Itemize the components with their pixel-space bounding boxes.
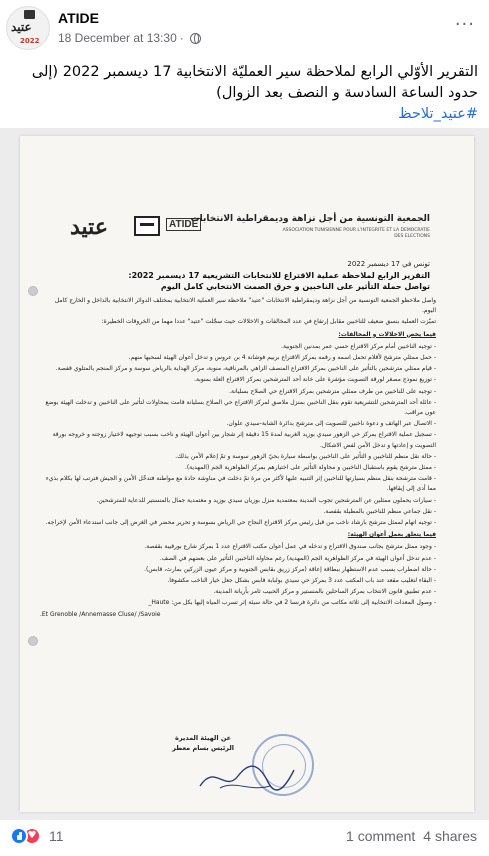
list-item: - عدم تطبيق قانون الانتخاب بمركز الساحلين بالمنستير و مركز الحبيب ثامر بأريانة المدينة. (213, 588, 436, 596)
list-item: - وجود ممثل مترشح بجانب صندوق الاقتراع و تدخله في عمل أعوان مكتب الاقتراع عدد 1 بمركز شارع بورقيبة بقفصة. (144, 543, 436, 551)
reactions-summary[interactable] (10, 827, 64, 845)
document-letterhead (70, 214, 430, 242)
more-options-button[interactable]: ··· (454, 14, 475, 35)
french-line: .Et Grenoble /Annemasse Cluse/ /Savoie (40, 610, 161, 618)
document-title (50, 270, 430, 292)
love-reaction-icon: ♥ (23, 827, 41, 845)
handwritten-signature (190, 758, 300, 798)
list-item: - توجيه الناخبين أمام مركز الاقتراع حسي عمر بمدنين الجنوبية. (281, 342, 436, 350)
shares-count-link[interactable]: 4 shares (423, 828, 477, 844)
punch-hole (28, 286, 38, 296)
report-document (20, 136, 474, 812)
list-item: - حمل ممثلي مترشح لأقلام تحمل اسمه و رقمه بمركز الاقتراع بربيم فوشانة 4 بن عروس و تدخل أعوان الهيئة لسحبها منهم. (128, 354, 436, 362)
ballot-box-icon (24, 10, 35, 19)
intro-paragraph: تميّزت العملية بنسق ضعيف للناخبين مقابل إرتفاع في عدد المخالفات و الاخلالات حيث سجّلت "عتيد" عددا مهما من الخروقات الخطيرة: (101, 318, 436, 326)
intro-paragraph: واصل ملاحظو الجمعية التونسية من أجل نزاهة وديمقراطية الانتخابات "عتيد" ملاحظة سير العملية الانتخابية بمختلف الدوائر الانتخابية بالداخل و الخارج كامل اليوم. (54, 297, 436, 315)
comments-count-link[interactable]: 1 comment (346, 828, 416, 844)
list-item: - توزيع نموذج مصغر لورقة التصويت مؤشرة على خانة أحد المترشحين بمركز الاقتراع العلة بمنوبة. (194, 376, 436, 384)
document-title-line-2: تواصل حملة التأثير على الناخبين و خرق الصمت الانتخابي كامل اليوم (160, 282, 430, 291)
post-timestamp[interactable]: 18 December at 13:30 (58, 31, 177, 45)
avatar-logo-text: عتيد (11, 20, 32, 34)
list-item: - عائلة أحد المترشحين للتشريعية تقوم بنقل الناخبين بمنزل ملاصق لمركز الاقتراع حي الصلاح بسليانة قامت بمحاولات لتأثير على الناخبين و تدخلت الهيئة بوضع عون مراقب. (45, 398, 436, 417)
list-item: - الاتصال عبر الهاتف و دعوة ناخبين للتصويت إلى مترشح بدائرة الشابة-سيدي علوان. (226, 420, 436, 428)
avatar-logo-year: 2022 (20, 37, 40, 45)
engagement-stats (346, 828, 477, 844)
reaction-count: 11 (49, 828, 64, 844)
list-item: - نقل جماعي منظم للناخبين بالمظيلة بقفصة. (323, 507, 436, 515)
punch-hole (28, 636, 38, 646)
letterhead-association-fr: ASSOCIATION TUNISIENNE POUR L'INTEGRITE ET LA DEMOCRATIE (282, 228, 430, 233)
list-item: - قامت مترشحة بنقل منظم بسيارتها للناخبين إثر التنبيه عليها لأكثر من مرة تمّ دخلت في مناوشة حادة مع مواطنة فتدخّل الأمن و الجيش فترتب لها بكلام بذيء مما أدى إلى إيقافها. (45, 475, 436, 493)
document-date: تونس في 17 ديسمبر 2022 (347, 260, 430, 268)
list-item: - حالة نقل منظم للناخبين و التأثير على الناخبين بواسطة سيارة بحيّ الزهور سوسة و تمّ إعلام الأمن بذلك. (175, 452, 436, 460)
list-item: - حالة اضطراب بسبب عدم الاستظهار ببطاقة إعاقة (مركز زريق بقابس الجنوبية و مركز عيون الزركين بمارث، قابس). (144, 565, 436, 573)
list-item: - عدم تدخل أعوان الهيئة في مركز الظواهرية الجم (المهدية) رغم محاولة الناخبين التأثير على بعضهم في الصف. (159, 554, 436, 562)
post-meta (58, 31, 201, 45)
section-heading: فيما يخص الاخلالات و المخالفات: (338, 330, 436, 338)
list-item: - البقاء لتغليب مقعد عند باب المكتب عدد 3 بمركز حي سيدي بولبابة قابس بشكل جعل خيار الناخب مكشوفا. (167, 577, 436, 585)
ballot-box-icon (134, 216, 160, 236)
list-item: - تسجيل عملية الاقتراع بمركز حي الزهور سيدي بوزيد الغربية لمدة 15 دقيقة إثر شجار بين أعوان الهيئة و ناخب بسبب توجيهه لاختيار زوجته و خروجه بورقة التصويت و إعادتها و تدخل الأمن لفض الاشكال. (52, 431, 436, 449)
document-body (40, 296, 436, 621)
letterhead-association-fr-2: DES ELECTIONS (394, 234, 430, 239)
page-name-link[interactable]: ATIDE (58, 10, 99, 26)
meta-separator: · (179, 31, 184, 45)
post-footer (0, 820, 489, 856)
list-item: - وصول المعدات الانتخابية إلى ثلاثة مكاتب من دائرة فرنسا 2 في حالة سيئة إثر تسرب المياه إليها بكل من: Haute_ (148, 599, 436, 607)
hashtag-link[interactable]: #عتيد_تلاحظ (398, 106, 478, 122)
list-item: - قيام ممثلي مترشحين بالتأثير على الناخبين بمركز الاقتراع المنصف الزاهي بالمرناقية، منوبة، مركز الهداية بالرياض سوسة و مركز المنجم بالمتلوي قفصة. (55, 365, 436, 373)
document-signatory (172, 733, 234, 753)
signatory-name: الرئيس بسام معطر (172, 744, 234, 752)
section-heading: فيما يتعلق بعمل أعوان الهيئة: (347, 531, 436, 539)
list-item: - توجيه على للناخبين من طرف ممثلي مترشحين بمركز الاقتراع حي الصلاح بسليانة. (229, 387, 436, 395)
letterhead-association-ar: الجمعية التونسية من أجل نزاهة وديمقراطية الانتخابات (190, 214, 430, 224)
document-title-line-1: التقرير الرابع لملاحظة عملية الاقتراع للانتخابات التشريعية 17 ديسمبر 2022: (128, 271, 430, 280)
caption-text: التقرير الأوّلي الرابع لملاحظة سير العمليّة الانتخابية 17 ديسمبر 2022 (إلى حدود الساعة السادسة و النصف بعد الزوال) (31, 64, 478, 101)
list-item: - توجيه اتهام لممثل مترشح بارشاد ناخب من قبل رئيس مركز الاقتراع النجاح حي الرياض بسوسة و تحرير محضر في الغرض إلى جانب استدعاء الأمن لإخراجه. (45, 519, 436, 527)
letterhead-brand: عتيد (70, 214, 108, 240)
list-item: - سيارات يحملون ممثلين عن المترشحين تجوب المدينة بمعتمدية منزل بوزيان سيدي بوزيد و معتمدية جمال بالمنستير للدعاية للمترشحين. (96, 496, 436, 504)
letterhead-acronym: ATIDE (166, 218, 201, 231)
post-header (0, 0, 489, 58)
globe-icon[interactable] (190, 33, 201, 44)
post-image[interactable] (0, 128, 489, 820)
post-caption (10, 62, 478, 125)
like-reaction-icon (10, 827, 28, 845)
list-item: - ممثل مترشح يقوم باستقبال الناخبين و محاولة التأثير على اختيارهم بمركز الظواهرية الجم (المهدية). (184, 464, 436, 472)
page-avatar[interactable] (6, 6, 50, 50)
signatory-body: عن الهيئة المديرة (175, 734, 232, 742)
